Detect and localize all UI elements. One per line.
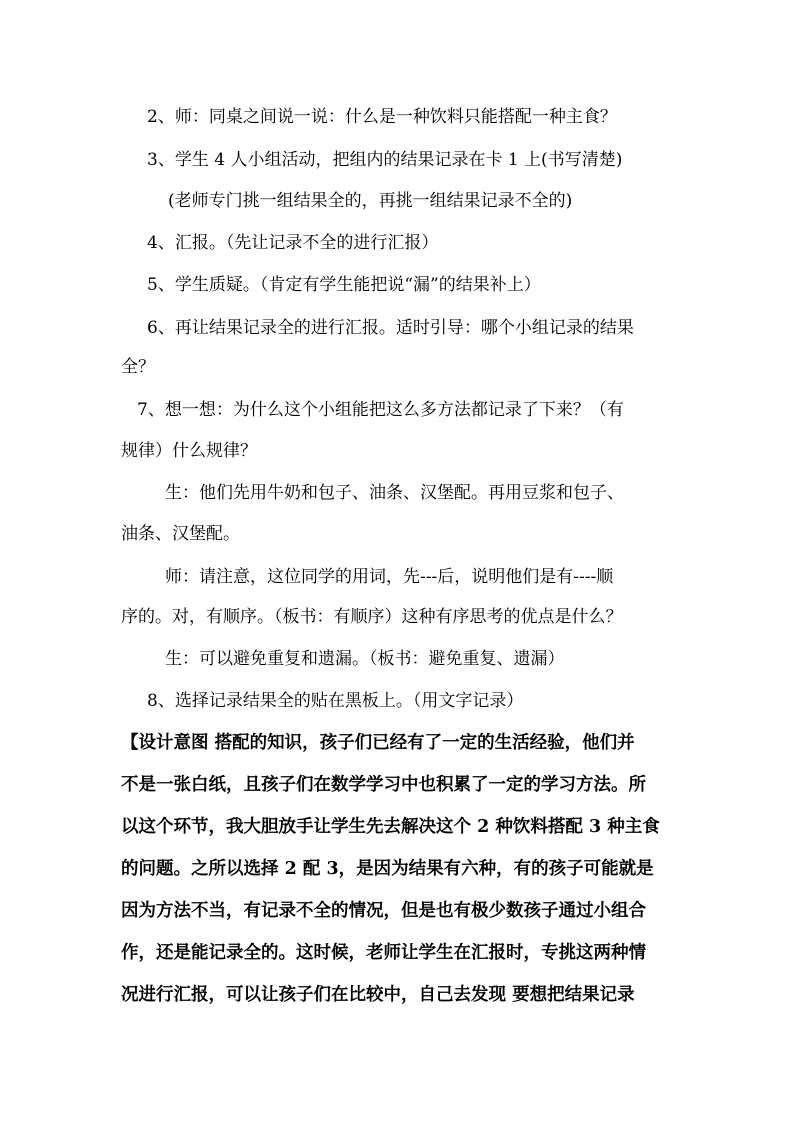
paragraph-step-5: 5、学生质疑。（肯定有学生能把说“漏”的结果补上） (147, 275, 541, 295)
paragraph-student-answer-line-1: 生：他们先用牛奶和包子、油条、汉堡配。再用豆浆和包子、 (165, 483, 624, 503)
design-intent-line-1: 【设计意图 搭配的知识，孩子们已经有了一定的生活经验，他们并 (121, 733, 635, 753)
paragraph-step-8: 8、选择记录结果全的贴在黑板上。（用文字记录） (147, 691, 524, 711)
paragraph-step-3: 3、学生 4 人小组活动，把组内的结果记录在卡 1 上(书写清楚) (147, 150, 623, 170)
design-intent-line-3: 以这个环节，我大胆放手让学生先去解决这个 2 种饮料搭配 3 种主食 (121, 817, 660, 837)
paragraph-step-7-line-1: 7、想一想：为什么这个小组能把这么多方法都记录了下来？（有 (137, 400, 624, 420)
paragraph-step-3-note: (老师专门挑一组结果全的，再挑一组结果记录不全的) (168, 191, 573, 211)
paragraph-step-6-line-1: 6、再让结果记录全的进行汇报。适时引导：哪个小组记录的结果 (147, 318, 634, 338)
paragraph-student-answer-2: 生：可以避免重复和遗漏。（板书：避免重复、遗漏） (165, 649, 565, 669)
design-intent-line-5: 因为方法不当，有记录不全的情况，但是也有极少数孩子通过小组合 (121, 901, 646, 921)
paragraph-student-answer-line-2: 油条、汉堡配。 (121, 524, 240, 544)
design-intent-line-6: 作，还是能记录全的。这时候，老师让学生在汇报时，专挑这两种情 (121, 943, 646, 963)
paragraph-step-2: 2、师：同桌之间说一说：什么是一种饮料只能搭配一种主食？ (147, 107, 617, 127)
paragraph-step-7-line-2: 规律）什么规律？ (121, 441, 257, 461)
paragraph-step-4: 4、汇报。（先让记录不全的进行汇报） (147, 233, 439, 253)
paragraph-teacher-note-line-1: 师：请注意，这位同学的用词，先---后，说明他们是有----顺 (165, 567, 614, 587)
design-intent-line-7: 况进行汇报，可以让孩子们在比较中，自己去发现 要想把结果记录 (121, 985, 635, 1005)
design-intent-line-4: 的问题。之所以选择 2 配 3，是因为结果有六种，有的孩子可能就是 (121, 859, 654, 879)
paragraph-teacher-note-line-2: 序的。对，有顺序。（板书：有顺序）这种有序思考的优点是什么？ (121, 607, 623, 627)
paragraph-step-6-line-2: 全？ (121, 357, 155, 377)
design-intent-line-2: 不是一张白纸，且孩子们在数学学习中也积累了一定的学习方法。所 (121, 775, 646, 795)
